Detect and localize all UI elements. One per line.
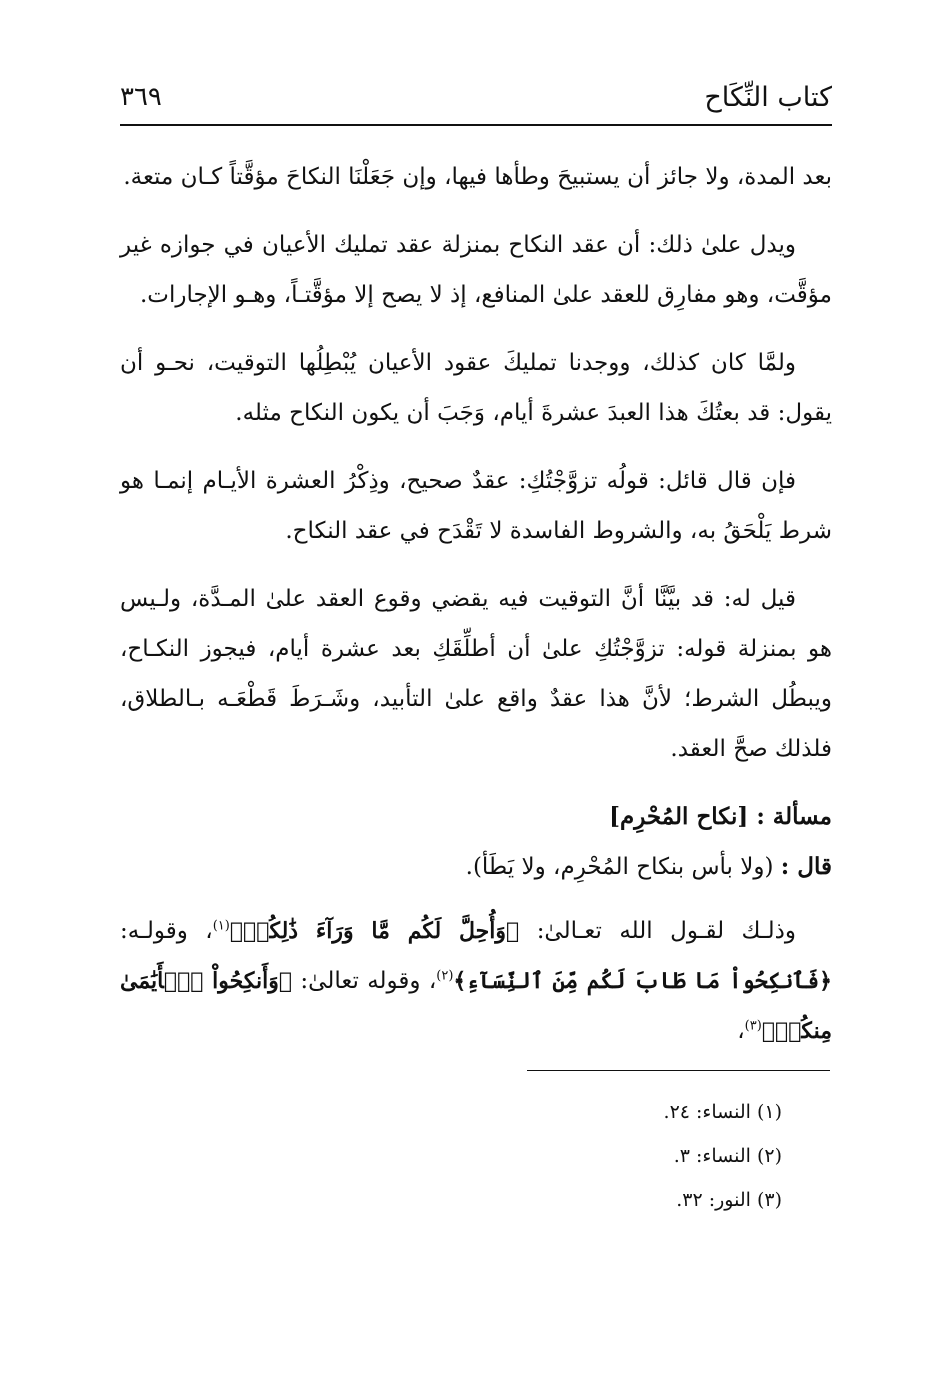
footnotes: [664, 1090, 782, 1222]
quran-intro: وذلـك لقـول الله تعـالىٰ:: [536, 918, 797, 944]
masala-title: [نكاح المُحْرِم]: [609, 803, 749, 830]
footnote: (٢) النساء: ٣.: [673, 1145, 782, 1167]
quran-connector: ، وقولـه:: [120, 918, 213, 944]
paragraph: فإن قال قائل: قولُه تزوَّجْتُكِ: عقدٌ صحيح، وذِكْرُ العشرة الأيـام إنمـا هو شرط يَلْحَقُ به، والشروط الفاسدة لا تَقْدَح في عقد النكاح.: [120, 468, 832, 544]
chapter-title: كتاب النِّكَاح: [704, 82, 832, 113]
footnote-ref: (٣): [744, 1018, 762, 1034]
paragraph: ولمَّا كان كذلك، ووجدنا تمليكَ عقود الأعيان يُبْطِلُها التوقيت، نحـو أن يقول: قد بعتُكَ هذا العبدَ عشرةَ أيام، وَجَبَ أن يكون النكاح مثله.: [120, 350, 832, 426]
quran-end: ،: [737, 1018, 745, 1044]
footnote-ref: (٢): [436, 968, 454, 984]
quran-paragraph: [120, 906, 832, 1056]
footnote-ref: (١): [212, 918, 230, 934]
footnote-separator: [527, 1070, 830, 1071]
qaal-label: قال :: [780, 853, 832, 880]
paragraph: ويدل علىٰ ذلك: أن عقد النكاح بمنزلة عقد تمليك الأعيان في جوازه غير مؤقَّت، وهو مفارِق للعقد علىٰ المنافع، إذ لا يصح إلا مؤقَّتـاً، وهـو الإجارات.: [120, 232, 832, 308]
header-rule: [120, 124, 832, 126]
masala-heading: [120, 792, 832, 842]
running-header: [120, 78, 832, 126]
paragraph: قيل له: قد بيَّنَّا أنَّ التوقيت فيه يقضي وقوع العقد علىٰ المـدَّة، ولـيس هو بمنزلة قوله: تزوَّجْتُكِ علىٰ أن أطلِّقَكِ بعد عشرة أيام، فيجوز النكـاح، ويبطُل الشرط؛ لأنَّ هذا عقدٌ واقع علىٰ التأبيد، وشَـرَطَ قَطْعَـه بـالطلاق، فلذلك صحَّ العقد.: [120, 586, 832, 762]
quran-verse: ﴿فَٱنكِحُواْ مَا طَابَ لَكُم مِّنَ ٱلنِّسَآءِ﴾: [453, 968, 833, 994]
qaal-text: (ولا بأس بنكاح المُحْرِم، ولا يَطَأ).: [465, 854, 774, 880]
quran-connector: ، وقوله تعالىٰ:: [300, 968, 437, 994]
quran-verse: ﴿وَأَنكِحُواْ ٱلۡأَيَٰمَىٰ مِنكُمۡ﴾: [120, 968, 832, 1044]
qaal-line: [120, 842, 832, 892]
page-number: ٣٦٩: [120, 82, 162, 112]
paragraph: بعد المدة، ولا جائز أن يستبيحَ وطأها فيها، وإن جَعَلْنَا النكاحَ مؤقَّتاً كـان متعة.: [123, 164, 832, 190]
footnote: (٣) النور: ٣٢.: [676, 1189, 782, 1211]
masala-label: مسألة :: [756, 803, 832, 830]
footnote: (١) النساء: ٢٤.: [663, 1101, 782, 1123]
main-text: [120, 152, 832, 1074]
quran-verse: ﴿وَأُحِلَّ لَكُم مَّا وَرَآءَ ذَٰلِكُمۡ﴾: [229, 918, 520, 944]
